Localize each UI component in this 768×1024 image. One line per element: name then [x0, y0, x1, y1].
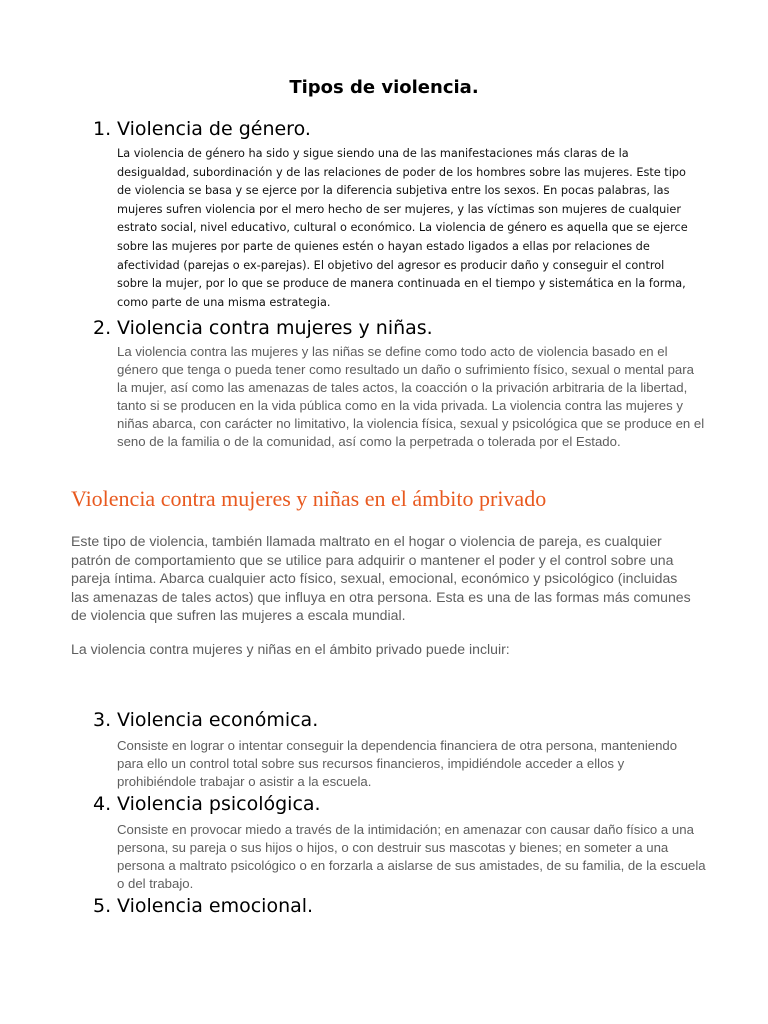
section-number-1: 1.	[93, 118, 112, 140]
section-number-5: 5.	[93, 895, 112, 917]
section-body-3: Consiste en lograr o intentar conseguir la dependencia financiera de otra persona, manteniendo para ello un control total sobre sus recursos financieros, impidiéndole acceder a ellos y prohibiéndole trabajar o asistir a la escuela.	[117, 738, 678, 789]
section-body-1: La violencia de género ha sido y sigue siendo una de las manifestaciones más claras de la desigualdad, subordinación y de las relaciones de poder de los hombres sobre las mujeres. Este tipo de violencia se basa y se ejerce por la diferencia subjetiva entre los sexos. En pocas palabras, las mujeres sufren violencia por el mero hecho de ser mujeres, y las víctimas son mujeres de cualquier estrato social, nivel educativo, cultural o económico. La violencia de género es aquella que se ejerce sobre las mujeres por parte de quienes estén o hayan estado ligados a ellas por relaciones de afectividad (parejas o ex-parejas). El objetivo del agresor es producir daño y conseguir el control sobre la mujer, por lo que se produce de manera continuada en el tiempo y sistemática en la forma, como parte de una misma estrategia.	[117, 147, 688, 309]
section-heading-3	[93, 709, 318, 731]
private-sphere-intro: La violencia contra mujeres y niñas en el ámbito privado puede incluir:	[71, 641, 510, 657]
section-title-1: Violencia de género.	[117, 118, 311, 140]
private-sphere-heading: Violencia contra mujeres y niñas en el ámbito privado	[71, 486, 547, 511]
section-heading-4	[93, 793, 321, 815]
private-sphere-body: Este tipo de violencia, también llamada maltrato en el hogar o violencia de pareja, es cualquier patrón de comportamiento que se utilice para adquirir o mantener el poder y el control sobre una pareja íntima. Abarca cualquier acto físico, sexual, emocional, económico y psicológico (incluidas las amenazas de tales actos) que influya en otra persona. Esta es una de las formas más comunes de violencia que sufren las mujeres a escala mundial.	[71, 533, 691, 624]
document-title: Tipos de violencia.	[289, 77, 479, 98]
section-title-3: Violencia económica.	[117, 709, 319, 731]
section-title-4: Violencia psicológica.	[117, 793, 321, 815]
section-heading-1	[93, 118, 311, 140]
section-title-5: Violencia emocional.	[117, 895, 314, 917]
section-heading-2	[93, 317, 433, 339]
section-body-2: La violencia contra las mujeres y las niñas se define como todo acto de violencia basado en el género que tenga o pueda tener como resultado un daño o sufrimiento físico, sexual o mental para la mujer, así como las amenazas de tales actos, la coacción o la privación arbitraria de la libertad, tanto si se producen en la vida pública como en la vida privada. La violencia contra las mujeres y niñas abarca, con carácter no limitativo, la violencia física, sexual y psicológica que se produce en el seno de la familia o de la comunidad, así como la perpetrada o tolerada por el Estado.	[117, 344, 705, 449]
section-body-4: Consiste en provocar miedo a través de la intimidación; en amenazar con causar daño físico a una persona, su pareja o sus hijos o hijos, o con destruir sus mascotas y bienes; en someter a una persona a maltrato psicológico o en forzarla a aislarse de sus amistades, de su familia, de la escuela o del trabajo.	[117, 822, 706, 891]
section-number-4: 4.	[93, 793, 112, 815]
section-number-3: 3.	[93, 709, 112, 731]
section-title-2: Violencia contra mujeres y niñas.	[117, 317, 433, 339]
section-heading-5	[93, 895, 313, 917]
section-number-2: 2.	[93, 317, 112, 339]
